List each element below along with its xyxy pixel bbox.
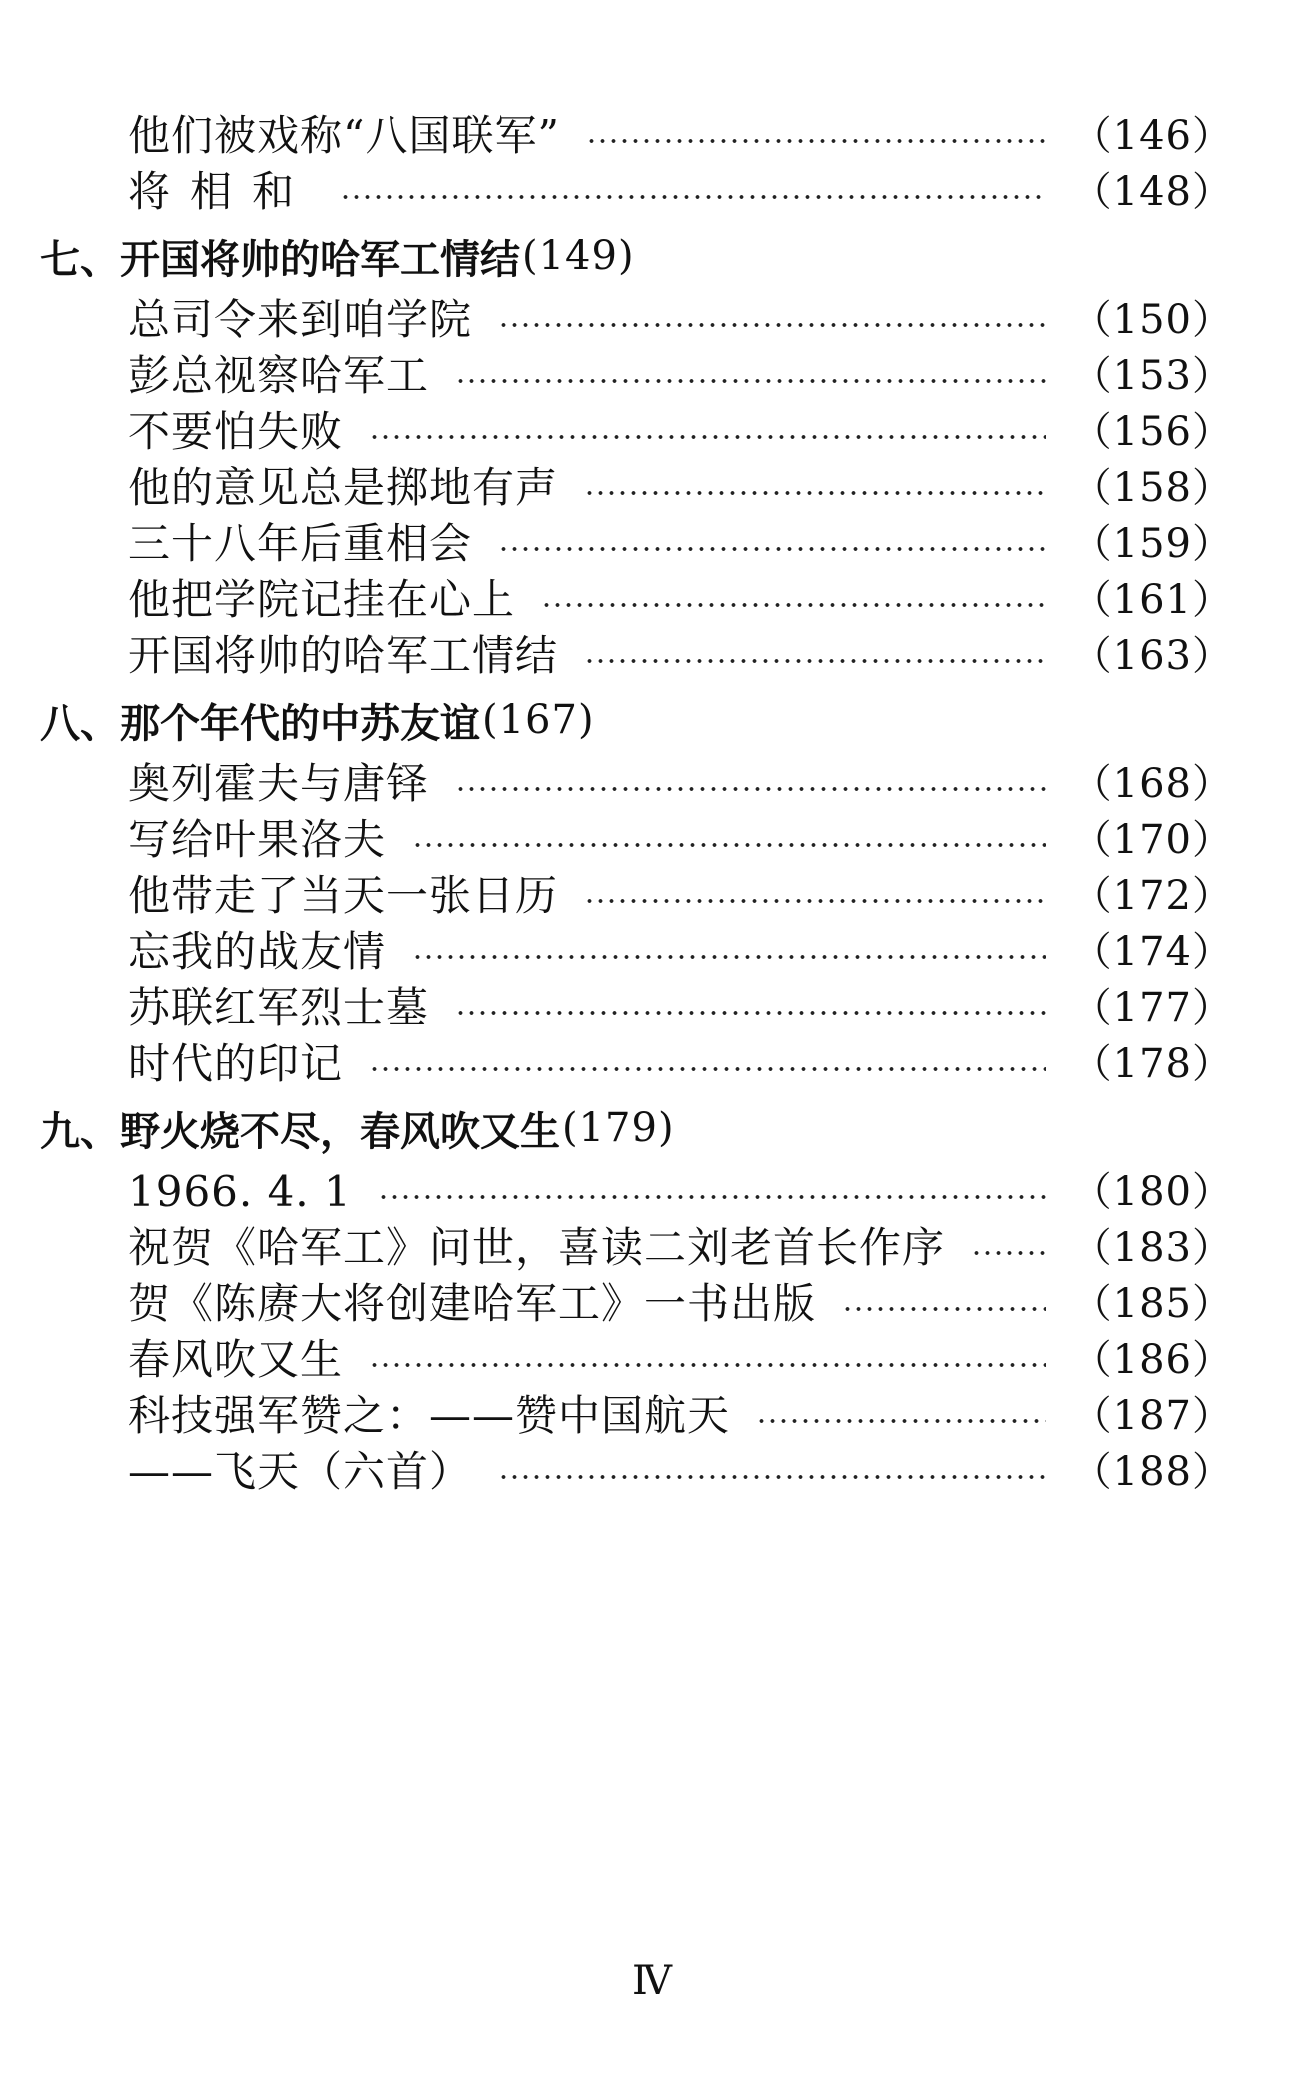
dot-leader: [369, 1066, 1046, 1072]
entry-page-number: （150）: [1071, 297, 1233, 343]
toc-entry: [128, 106, 1233, 166]
toc-entry: [128, 754, 1233, 814]
dot-leader: [378, 1194, 1046, 1200]
entry-page-number: （146）: [1071, 113, 1233, 159]
section-page-number: (179): [562, 1105, 675, 1151]
entry-title: 忘我的战友情: [128, 927, 387, 976]
dot-leader: [584, 490, 1046, 496]
section-title: 九、野火烧不尽，春风吹又生: [40, 1108, 560, 1155]
entry-title: 贺《陈赓大将创建哈军工》一书出版: [128, 1279, 817, 1328]
entry-page-number: （185）: [1071, 1281, 1233, 1327]
entry-page-number: （187）: [1071, 1393, 1233, 1439]
entry-title: 苏联红军烈士墓: [128, 983, 430, 1032]
dot-leader: [455, 1010, 1046, 1016]
dot-leader: [455, 378, 1046, 384]
dot-leader: [498, 546, 1046, 552]
toc-entry: [128, 1274, 1233, 1334]
entry-page-number: （163）: [1071, 633, 1233, 679]
entry-page-number: （186）: [1071, 1337, 1233, 1383]
section-title: 七、开国将帅的哈军工情结: [40, 236, 520, 283]
toc-entry: [128, 162, 1233, 222]
toc-entry: [128, 626, 1233, 686]
entry-title: 不要怕失败: [128, 407, 344, 456]
entry-title: 他们被戏称“八国联军”: [128, 111, 560, 160]
toc-entry: [128, 290, 1233, 350]
section-heading: [40, 1096, 675, 1160]
toc-entry: [128, 346, 1233, 406]
entry-page-number: （180）: [1071, 1169, 1233, 1215]
entry-page-number: （168）: [1071, 761, 1233, 807]
dot-leader: [412, 954, 1046, 960]
entry-title: 科技强军赞之：——赞中国航天: [128, 1391, 731, 1440]
toc-entry: [128, 1034, 1233, 1094]
dot-leader: [756, 1418, 1046, 1424]
entry-title: ——飞天（六首）: [128, 1447, 473, 1496]
dot-leader: [369, 1362, 1046, 1368]
toc-entry: [128, 1330, 1233, 1390]
toc-entry: [128, 866, 1233, 926]
entry-page-number: （183）: [1071, 1225, 1233, 1271]
dot-leader: [369, 434, 1046, 440]
toc-entry: [128, 402, 1233, 462]
dot-leader: [455, 786, 1046, 792]
toc-entry: [128, 514, 1233, 574]
toc-entry: [128, 1218, 1233, 1278]
dot-leader: [584, 658, 1046, 664]
entry-title: 时代的印记: [128, 1039, 344, 1088]
section-page-number: (167): [482, 697, 595, 743]
toc-entry: [128, 922, 1233, 982]
section-heading: [40, 688, 595, 752]
entry-page-number: （158）: [1071, 465, 1233, 511]
dot-leader: [971, 1250, 1046, 1256]
dot-leader: [842, 1306, 1046, 1312]
entry-page-number: （188）: [1071, 1449, 1233, 1495]
entry-page-number: （172）: [1071, 873, 1233, 919]
entry-title: 将相和: [128, 167, 315, 216]
entry-page-number: （153）: [1071, 353, 1233, 399]
entry-title: 1966. 4. 1: [128, 1167, 352, 1216]
entry-page-number: （159）: [1071, 521, 1233, 567]
toc-entry: [128, 570, 1233, 630]
toc-entry: [128, 978, 1233, 1038]
toc-entry: [128, 458, 1233, 518]
entry-title: 开国将帅的哈军工情结: [128, 631, 559, 680]
entry-title: 他的意见总是掷地有声: [128, 463, 559, 512]
page-number-folio: Ⅳ: [632, 1958, 672, 2004]
dot-leader: [498, 322, 1046, 328]
toc-entry: [128, 810, 1233, 870]
entry-page-number: （156）: [1071, 409, 1233, 455]
dot-leader: [584, 898, 1046, 904]
entry-page-number: （174）: [1071, 929, 1233, 975]
entry-title: 春风吹又生: [128, 1335, 344, 1384]
entry-title: 他带走了当天一张日历: [128, 871, 559, 920]
entry-title: 三十八年后重相会: [128, 519, 473, 568]
toc-entry: [128, 1162, 1233, 1222]
section-page-number: (149): [522, 233, 635, 279]
toc-entry: [128, 1442, 1233, 1502]
dot-leader: [498, 1474, 1046, 1480]
dot-leader: [586, 138, 1046, 144]
entry-title: 彭总视察哈军工: [128, 351, 430, 400]
entry-title: 总司令来到咱学院: [128, 295, 473, 344]
section-title: 八、那个年代的中苏友谊: [40, 700, 480, 747]
entry-title: 他把学院记挂在心上: [128, 575, 516, 624]
entry-page-number: （161）: [1071, 577, 1233, 623]
entry-page-number: （177）: [1071, 985, 1233, 1031]
entry-page-number: （178）: [1071, 1041, 1233, 1087]
dot-leader: [340, 194, 1046, 200]
entry-page-number: （170）: [1071, 817, 1233, 863]
entry-page-number: （148）: [1071, 169, 1233, 215]
entry-title: 祝贺《哈军工》问世，喜读二刘老首长作序: [128, 1223, 946, 1272]
dot-leader: [412, 842, 1046, 848]
entry-title: 奥列霍夫与唐铎: [128, 759, 430, 808]
dot-leader: [541, 602, 1046, 608]
entry-title: 写给叶果洛夫: [128, 815, 387, 864]
section-heading: [40, 224, 635, 288]
toc-entry: [128, 1386, 1233, 1446]
